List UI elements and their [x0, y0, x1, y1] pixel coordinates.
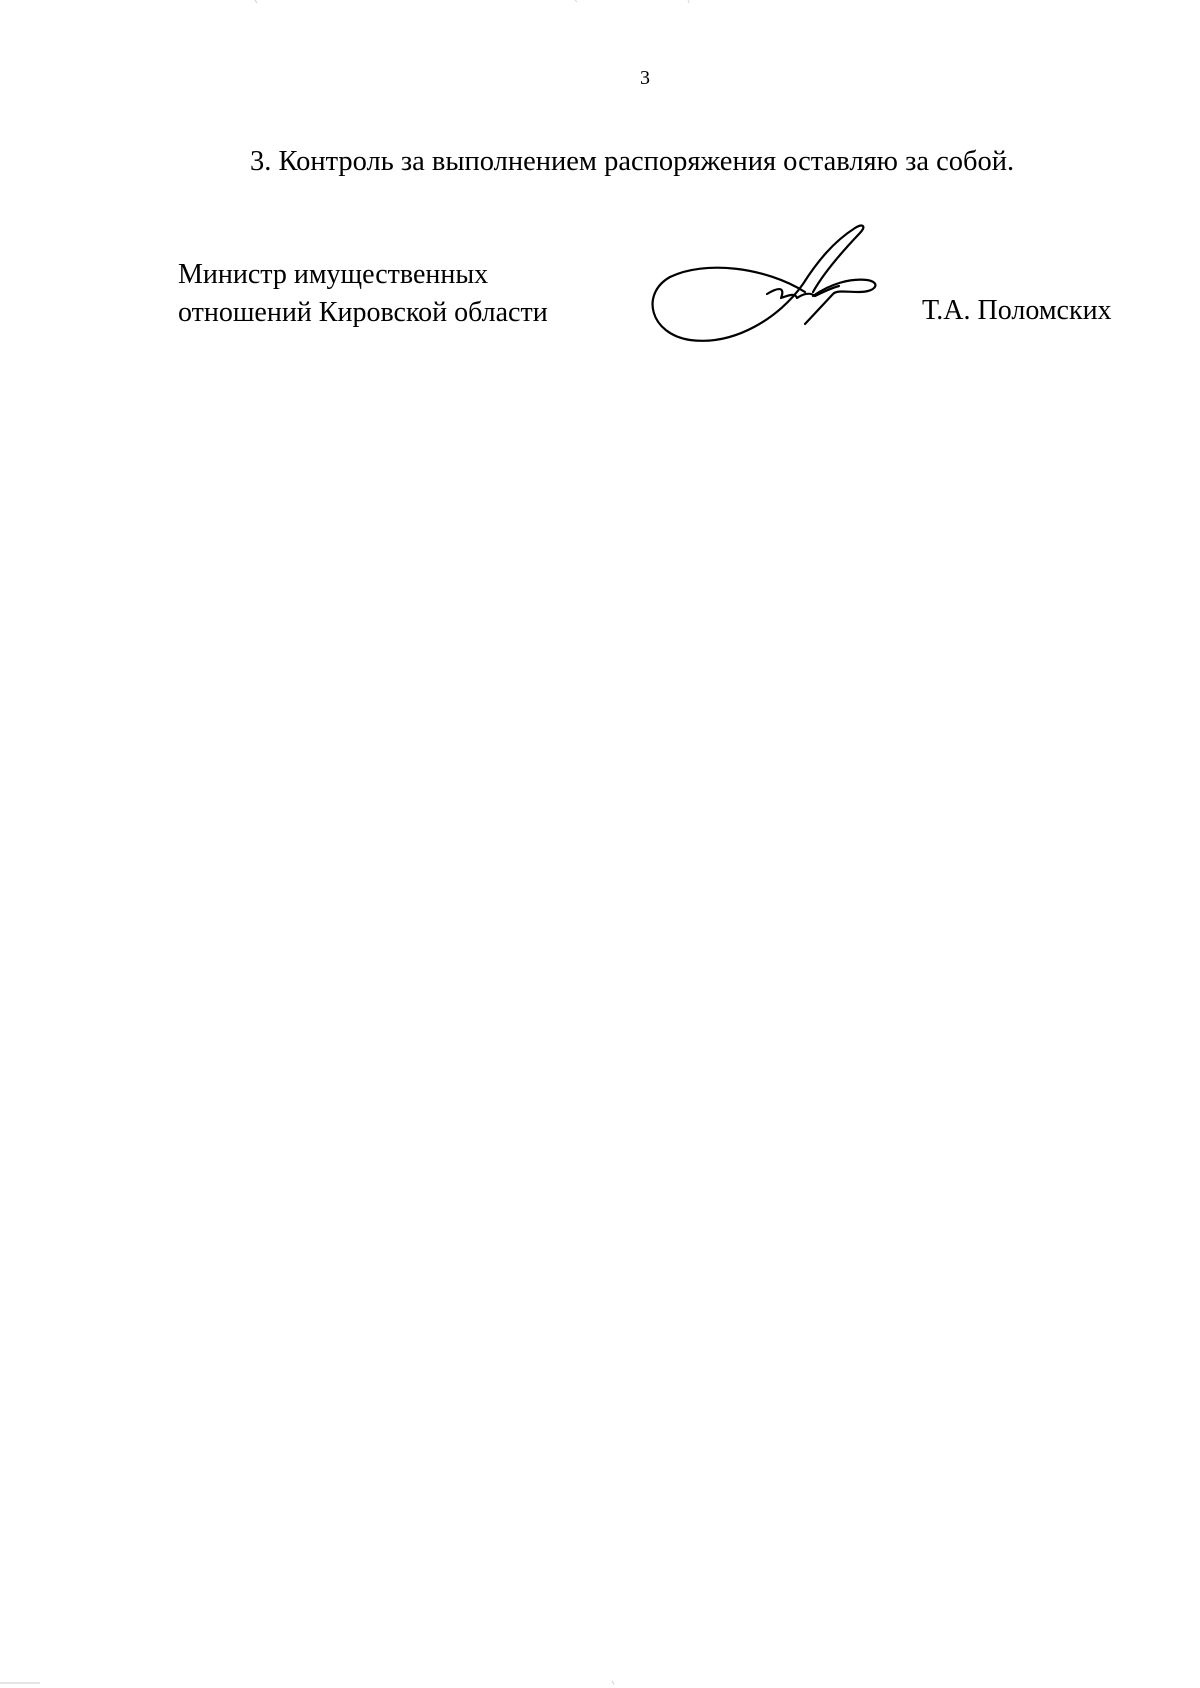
- control-paragraph: 3. Контроль за выполнением распоряжения оставляю за собой.: [250, 146, 1015, 177]
- scan-edge-bottom: [0, 1680, 1200, 1686]
- signer-name: Т.А. Поломских: [922, 295, 1112, 326]
- signer-title-line-1: Министр имущественных: [178, 259, 489, 290]
- signer-title-line-2: отношений Кировской области: [178, 297, 548, 328]
- handwritten-signature-icon: [645, 222, 905, 354]
- scan-edge-top: [0, 0, 1200, 6]
- signer-title: [178, 256, 548, 332]
- page-number: 3: [640, 67, 650, 89]
